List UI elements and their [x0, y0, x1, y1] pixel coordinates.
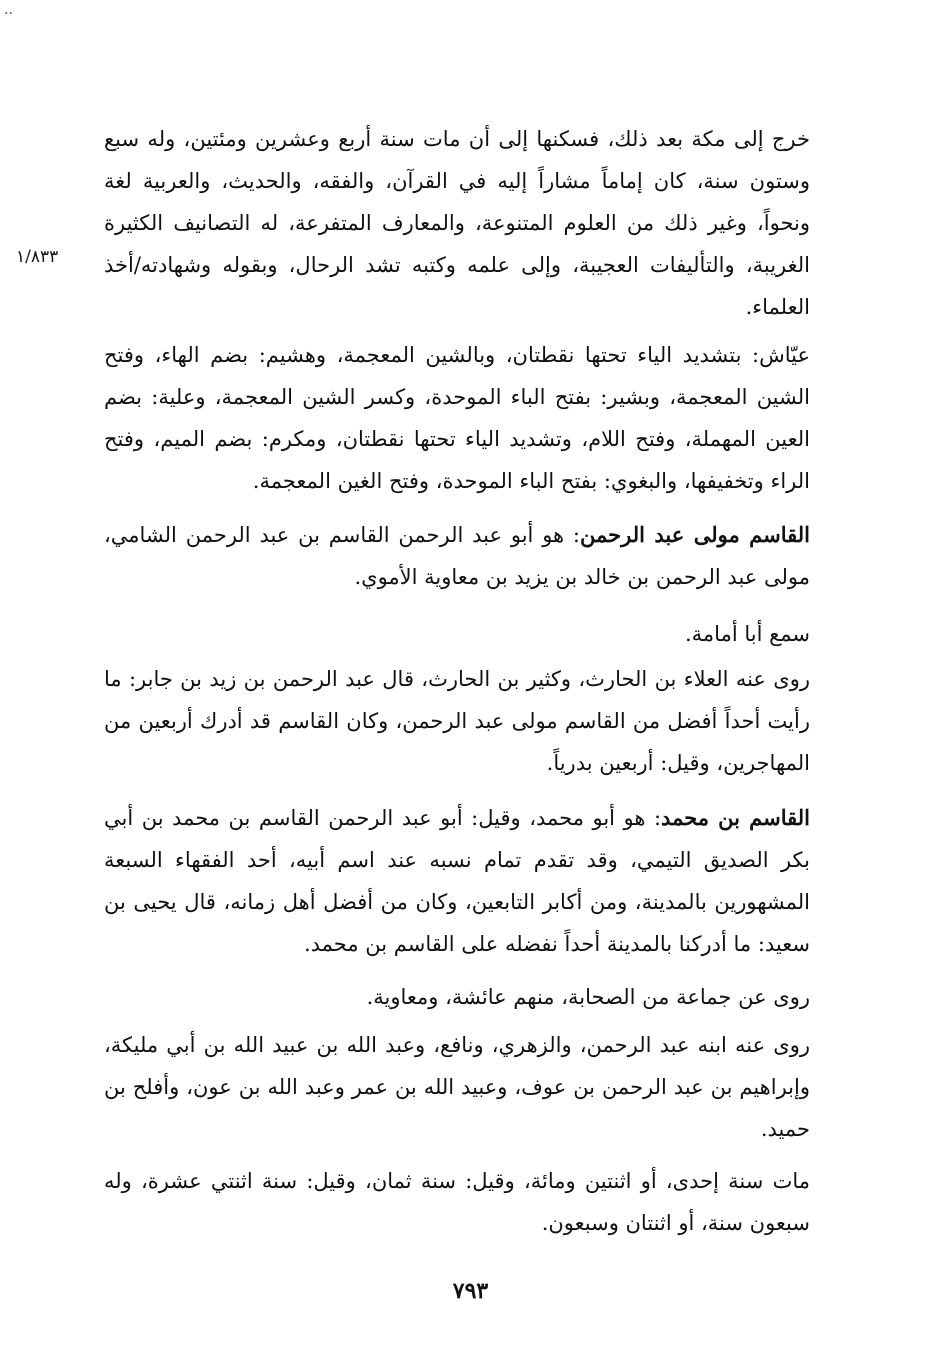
paragraph-text: : هو أبو عبد الرحمن القاسم بن عبد الرحمن الشامي، مولى عبد الرحمن بن خالد بن يزيد بن معاوية الأموي. [104, 523, 810, 589]
corner-mark: .. [4, 2, 13, 18]
paragraph-text: مات سنة إحدى، أو اثنتين ومائة، وقيل: سنة ثمان، وقيل: سنة اثنتي عشرة، وله سبعون سنة، أو اثنتان وسبعون. [104, 1169, 810, 1235]
paragraph-heard [104, 613, 810, 655]
paragraph-pronunciation [104, 334, 810, 502]
paragraph-death [104, 1160, 810, 1244]
paragraph-text: روى عنه العلاء بن الحارث، وكثير بن الحارث، قال عبد الرحمن بن زيد بن جابر: ما رأيت أحداً أفضل من القاسم مولى عبد الرحمن، وكان القاسم قد أدرك أربعين من المهاجرين، وقيل: أربعين بدرياً. [104, 667, 810, 775]
paragraph-text: روى عن جماعة من الصحابة، منهم عائشة، ومعاوية. [366, 985, 810, 1009]
entry-heading: القاسم مولى عبد الرحمن [580, 522, 810, 547]
paragraph-text: روى عنه ابنه عبد الرحمن، والزهري، ونافع، وعبد الله بن عبيد الله بن أبي مليكة، وإبراهيم بن عبد الرحمن بن عوف، وعبيد الله بن عمر وعبد الله بن عون، وأفلح بن حميد. [104, 1033, 810, 1141]
paragraph-narrated-from [104, 976, 810, 1018]
paragraph-narrators [104, 658, 810, 784]
entry-qasim-ibn-muhammad [104, 797, 810, 965]
entry-heading: القاسم بن محمد [661, 805, 810, 830]
paragraph-text: : هو أبو محمد، وقيل: أبو عبد الرحمن القاسم بن محمد بن أبي بكر الصديق التيمي، وقد تقدم تمام نسبه عند اسم أبيه، أحد الفقهاء السبعة المشهورين بالمدينة، ومن أكابر التابعين، وكان من أفضل أهل زمانه، قال يحيى بن سعيد: ما أدركنا بالمدينة أحداً نفضله على القاسم بن محمد. [104, 806, 810, 956]
paragraph-narrated-by [104, 1024, 810, 1150]
paragraph-text: خرج إلى مكة بعد ذلك، فسكنها إلى أن مات سنة أربع وعشرين ومئتين، وله سبع وستون سنة، كان إماماً مشاراً إليه في القرآن، والفقه، والحديث، والعربية لغة ونحواً، وغير ذلك من العلوم المتنوعة، والمعارف المتفرعة، له التصانيف الكثيرة الغريبة، والتأليفات العجيبة، وإلى علمه وكتبه تشد الرحال، وبقوله وشهادته/أخذ العلماء. [104, 127, 810, 319]
entry-qasim-mawla [104, 514, 810, 598]
paragraph-text: سمع أبا أمامة. [684, 622, 810, 646]
paragraph-text: عيّاش: بتشديد الياء تحتها نقطتان، وبالشين المعجمة، وهشيم: بضم الهاء، وفتح الشين المعجمة، وبشير: بفتح الباء الموحدة، وكسر الشين المعجمة، وعلية: بضم العين المهملة، وفتح اللام، وتشديد الياء تحتها نقطتان، ومكرم: بضم الميم، وفتح الراء وتخفيفها، والبغوي: بفتح الباء الموحدة، وفتح الغين المعجمة. [104, 343, 810, 493]
paragraph-continuation [104, 118, 810, 328]
page-number: ٧٩٣ [452, 1278, 489, 1304]
margin-reference: ١/٨٣٣ [16, 247, 59, 267]
